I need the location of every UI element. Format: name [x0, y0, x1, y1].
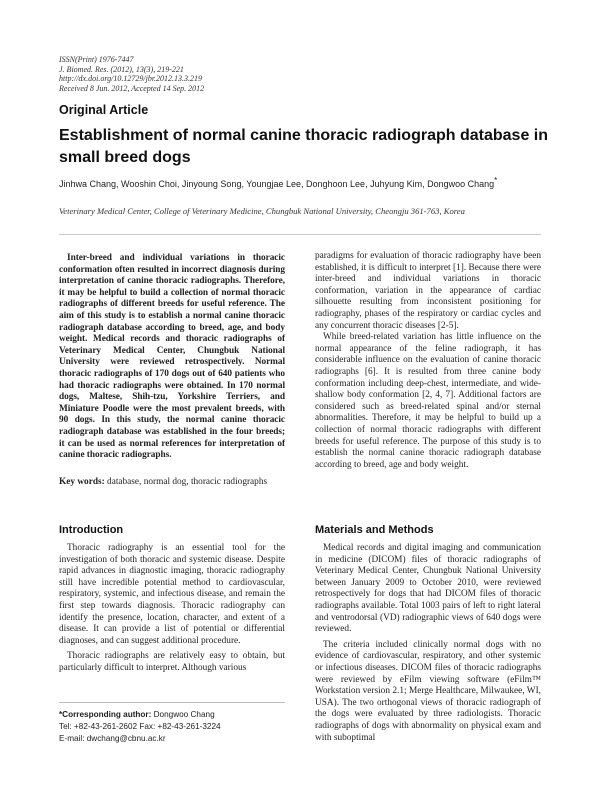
affiliation: Veterinary Medical Center, College of Veterinary Medicine, Chungbuk National University, Cheongju 361-763, Korea	[59, 206, 465, 216]
paragraph: While breed-related variation has little influence on the normal appearance of the feline radiograph, it has considerable influence on the evaluation of canine thoracic radiographs [6]. It is resulted from three canine body conformation including deep-chest, intermediate, and wide-shallow body conformation [2, 4, 7]. Additional factors are considered such as breed-related spinal and/or sternal abnormalities. Therefore, it may be helpful to build up a collection of normal thoracic radiographs with different breeds for useful reference. The purpose of this study is to establish the normal canine thoracic radiograph database according to breed, age and body weight.	[315, 332, 541, 470]
issn-line: ISSN(Print) 1976-7447	[59, 55, 134, 64]
citation-line: J. Biomed. Res. (2012), 13(3), 219-221	[59, 64, 184, 74]
paragraph: Medical records and digital imaging and communication in medicine (DICOM) files of thoracic radiographs of Veterinary Medical Center, Chungbuk National University between January 2009 to October 2010, were reviewed retrospectively for dogs that had DICOM files of thoracic radiographs available. Total 1003 pairs of left to right lateral and ventrodorsal (VD) radiographic views of 640 dogs were reviewed.	[315, 543, 541, 635]
keywords	[59, 477, 289, 487]
section-heading-introduction: Introduction	[59, 524, 124, 536]
keywords-text: database, normal dog, thoracic radiographs	[107, 477, 268, 487]
methods-body	[315, 543, 541, 744]
corresponding-label: *Corresponding author:	[59, 710, 152, 719]
correspondence	[59, 709, 299, 745]
author-names: Jinhwa Chang, Wooshin Choi, Jinyoung Song, Youngjae Lee, Donghoon Lee, Juhyung Kim, Dongwoo Chang	[59, 179, 495, 189]
phone-fax: Tel: +82-43-261-2602 Fax: +82-43-261-3224	[59, 722, 221, 731]
author-list	[59, 176, 559, 189]
intro-continued	[315, 251, 541, 471]
footnote-divider	[59, 702, 285, 703]
abstract-text: Inter-breed and individual variations in thoracic conformation often resulted in incorrect diagnosis during interpretation of canine thoracic radiographs. Therefore, it may be helpful to build a collection of normal thoracic radiographs of different breeds for useful reference. The aim of this study is to establish a normal canine thoracic radiograph database according to breed, age, and body weight. Medical records and thoracic radiographs of Veterinary Medical Center, Chungbuk National University were reviewed retrospectively. Normal thoracic radiographs of 170 dogs out of 640 patients who had thoracic radiographs were obtained. In 170 normal dogs, Maltese, Shih-tzu, Yorkshire Terriers, and Miniature Poodle were the most prevalent breeds, with 90 dogs. In this study, the normal canine thoracic radiograph database was established in the four breeds; it can be used as normal references for interpretation of canine thoracic radiographs.	[59, 253, 285, 461]
article-type: Original Article	[59, 103, 149, 117]
article-title: Establishment of normal canine thoracic radiograph database in small breed dogs	[59, 127, 548, 166]
doi-link[interactable]: http://dx.doi.org/10.12729/jbr.2012.13.3.219	[59, 74, 203, 84]
received-line: Received 8 Jun. 2012, Accepted 14 Sep. 2012	[59, 83, 205, 93]
corresponding-mark: *	[494, 176, 498, 185]
journal-header	[59, 55, 359, 93]
section-heading-methods: Materials and Methods	[315, 524, 434, 536]
abstract	[59, 253, 285, 462]
introduction-body	[59, 543, 285, 675]
keywords-label: Key words:	[59, 477, 105, 487]
paragraph: paradigms for evaluation of thoracic radiography have been established, it is difficult to interpret [1]. Because there were inter-breed and individual variations in thoracic conformation, variation in the appearance of cardiac silhouette resulting from inconsistent positioning for radiography, phases of the respiratory or cardiac cycles and any concurrent thoracic diseases [2-5].	[315, 251, 541, 331]
email-link[interactable]: E-mail: dwchang@cbnu.ac.kr	[59, 734, 166, 743]
header-divider	[59, 234, 541, 235]
paragraph: Thoracic radiography is an essential tool for the investigation of both thoracic and systemic disease. Despite rapid advances in diagnostic imaging, thoracic radiography still have incredible potential method to cardiovascular, respiratory, systemic, and infectious disease, and remain the first step towards diagnosis. Thoracic radiography can identify the presence, location, character, and extent of a disease. It can provide a list of potential or differential diagnoses, and can suggest additional procedure.	[59, 543, 285, 646]
paragraph: Thoracic radiographs are relatively easy to obtain, but particularly difficult to interpret. Although various	[59, 651, 285, 673]
corresponding-author	[59, 709, 299, 721]
corresponding-name: Dongwoo Chang	[153, 710, 215, 719]
paragraph: The criteria included clinically normal dogs with no evidence of cardiovascular, respiratory, and other systemic or infectious diseases. DICOM files of thoracic radiographs were reviewed by eFilm viewing software (eFilm™ Workstation version 2.1; Merge Healthcare, Milwaukee, WI, USA). The two orthogonal views of thoracic radiograph of the dogs were evaluated by three radiologists. Thoracic radiographs of dogs with abnormality on physical exam and with suboptimal	[315, 639, 541, 743]
